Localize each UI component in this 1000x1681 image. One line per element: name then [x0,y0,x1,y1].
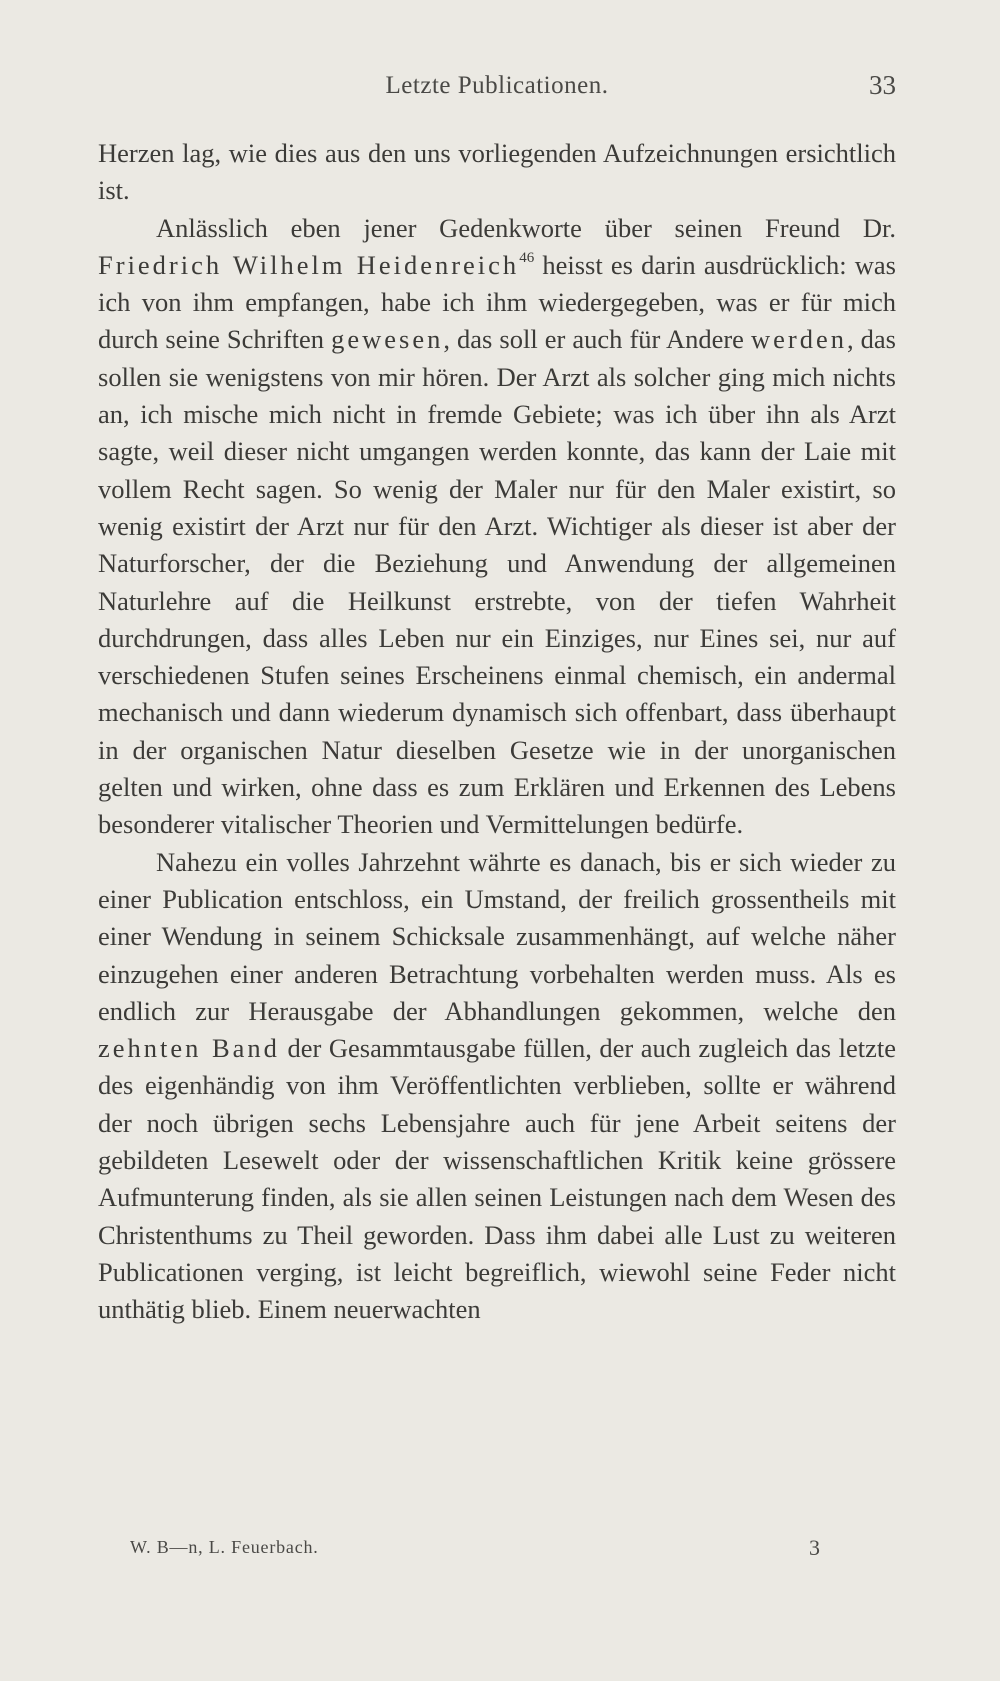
signature-line [130,1537,820,1567]
paragraph-3 [98,844,896,1329]
paragraph-1: Herzen lag, wie dies aus den uns vorliegenden Aufzeichnungen ersichtlich ist. [98,138,896,206]
emphasis-zehnten-band: zehnten Band [98,1033,280,1064]
running-title: Letzte Publicationen. [385,72,609,99]
paragraph-2 [98,210,896,844]
footnote-reference: 46 [519,249,535,266]
paragraph-2-text-1: Anlässlich eben jener Gedenkworte über seinen Freund Dr. [156,212,896,243]
sheet-number: 3 [809,1535,820,1560]
paragraph-2-text-4: , das sollen sie wenigstens von mir hören. Der Arzt als solcher ging mich nichts an, ich mische mich nicht in fremde Gebiete; was ich über ihn als Arzt sagte, weil dieser nicht umgangen werden konnte, das kann der Laie mit vollem Recht sagen. So wenig der Maler nur für den Maler existirt, so wenig existirt der Arzt nur für den Arzt. Wichtiger als dieser ist aber der Naturforscher, der die Beziehung und Anwendung der allgemeinen Naturlehre auf die Heilkunst erstrebte, von der tiefen Wahrheit durchdrungen, dass alles Leben nur ein Einziges, nur Eines sei, nur auf verschiedenen Stufen seines Erscheinens einmal chemisch, ein andermal mechanisch und dann wiederum dynamisch sich offenbart, dass überhaupt in der organischen Natur dieselben Gesetze wie in der unorganischen gelten und wirken, ohne dass es zum Erklären und Erkennen des Lebens besonderer vitalischer Theorien und Vermittelungen bedürfe. [98,324,896,840]
emphasis-werden: werden [750,324,847,355]
paragraph-3-text-2: der Gesammtausgabe füllen, der auch zugleich das letzte des eigenhändig von ihm Veröffentlichten verblieben, sollte er während der noch übrigen sechs Lebensjahre auch für jene Arbeit seitens der gebildeten Lesewelt oder der wissenschaftlichen Kritik keine grössere Aufmunterung finden, als sie allen seinen Leistungen nach dem Wesen des Christenthums zu Theil geworden. Dass ihm dabei alle Lust zu weiteren Publicationen verging, ist leicht begreiflich, wiewohl seine Feder nicht unthätig blieb. Einem neuerwachten [98,1033,896,1325]
printer-signature: W. B—n, L. Feuerbach. [130,1537,319,1557]
person-name: Friedrich Wilhelm Heidenreich [98,249,520,280]
paragraph-3-text-1: Nahezu ein volles Jahrzehnt währte es danach, bis er sich wieder zu einer Publication entschloss, ein Umstand, der freilich grossentheils mit einer Wendung in seinem Schicksale zusammenhängt, auf welche näher einzugehen einer anderen Betrachtung vorbehalten werden muss. Als es endlich zur Herausgabe der Abhandlungen gekommen, welche den [98,846,896,1026]
paragraph-2-text-2: heisst es darin ausdrücklich: was ich von ihm empfangen, habe ich ihm wiedergegeben, was er für mich durch seine Schriften [98,249,896,355]
running-head [98,72,896,112]
page-number: 33 [869,70,896,100]
emphasis-gewesen: gewesen [331,324,444,355]
paragraph-2-text-3: , das soll er auch für Andere [443,324,751,355]
body-text [98,135,896,1329]
